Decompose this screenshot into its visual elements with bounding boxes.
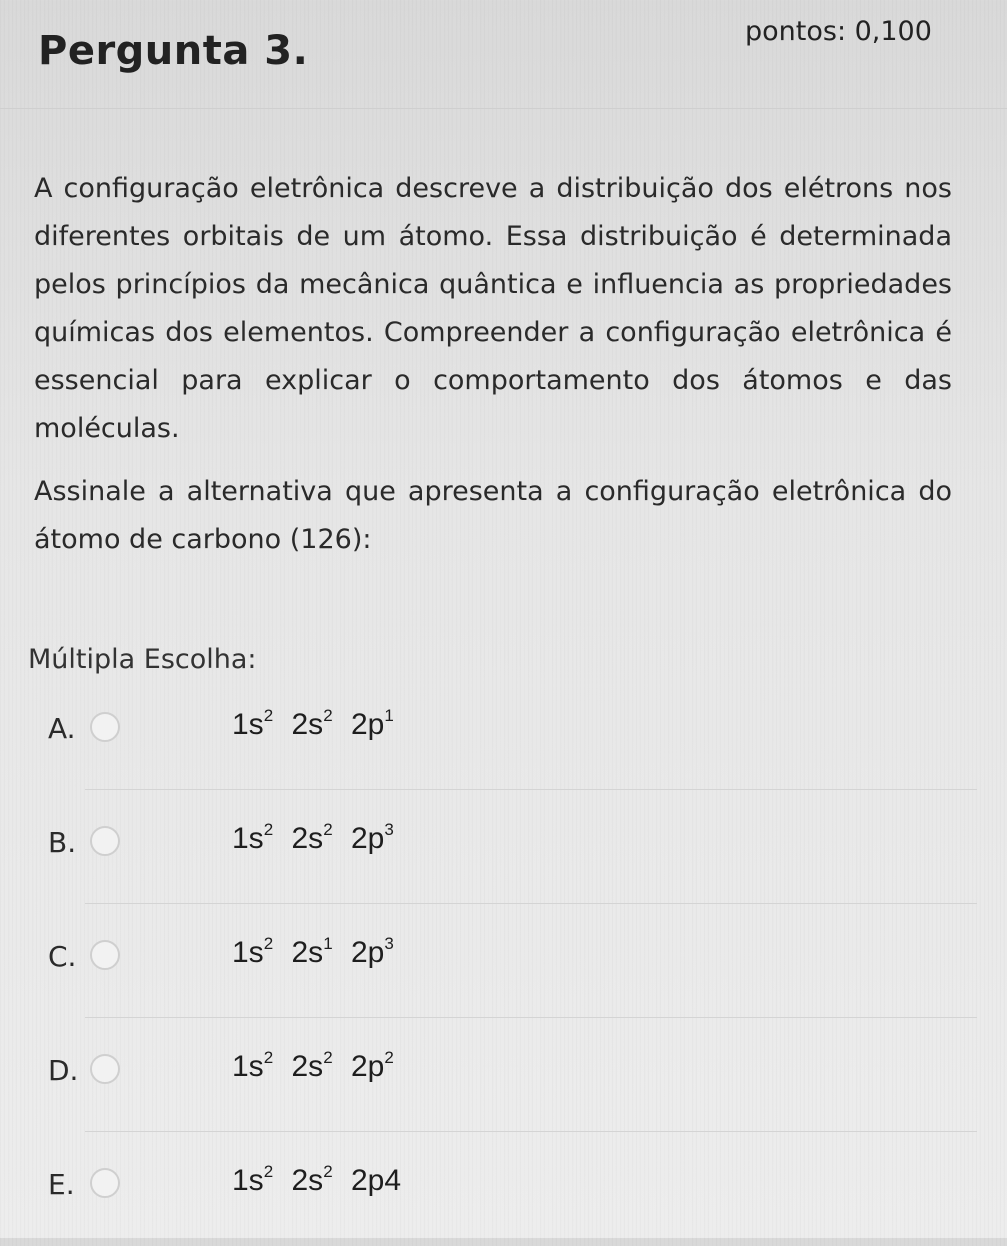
orbital: $2s^2$ xyxy=(291,706,333,741)
option-letter: A. xyxy=(48,712,76,745)
orbital: $2p^3$ xyxy=(351,820,394,855)
radio-button[interactable] xyxy=(90,712,120,742)
option-letter: D. xyxy=(48,1054,79,1087)
orbital: $2s^1$ xyxy=(291,934,333,969)
radio-button[interactable] xyxy=(90,826,120,856)
option-formula xyxy=(232,1164,401,1198)
orbital: $1s^2$ xyxy=(232,1162,274,1197)
orbital: 2p4 xyxy=(351,1164,402,1197)
answer-options xyxy=(0,676,1007,1246)
option-formula xyxy=(232,936,394,970)
question-title: Pergunta 3. xyxy=(38,28,309,74)
orbital: $2s^2$ xyxy=(291,1162,333,1197)
orbital: $1s^2$ xyxy=(232,706,274,741)
question-paragraph-2: Assinale a alternativa que apresenta a configuração eletrônica do átomo de carbono (126): xyxy=(34,476,952,555)
orbital: $2p^1$ xyxy=(351,706,394,741)
option-formula xyxy=(232,708,394,742)
radio-button[interactable] xyxy=(90,940,120,970)
orbital: $1s^2$ xyxy=(232,934,274,969)
orbital: $2p^3$ xyxy=(351,934,394,969)
option-d[interactable] xyxy=(0,1018,1007,1132)
orbital: $1s^2$ xyxy=(232,1048,274,1083)
option-c[interactable] xyxy=(0,904,1007,1018)
radio-button[interactable] xyxy=(90,1168,120,1198)
question-paragraph-1: A configuração eletrônica descreve a distribuição dos elétrons nos diferentes orbitais de um átomo. Essa distribuição é determinada pelos princípios da mecânica quântica e influencia as propriedades químicas dos elementos. Compreender a configuração eletrônica é essencial para explicar o comportamento dos átomos e das moléculas. xyxy=(34,173,952,444)
orbital: $2s^2$ xyxy=(291,1048,333,1083)
question-text xyxy=(34,165,952,564)
option-formula xyxy=(232,822,394,856)
points-label: pontos: 0,100 xyxy=(745,16,932,47)
orbital: $1s^2$ xyxy=(232,820,274,855)
option-a[interactable] xyxy=(0,676,1007,790)
question-header xyxy=(0,0,1007,110)
option-letter: E. xyxy=(48,1168,75,1201)
option-e[interactable] xyxy=(0,1132,1007,1246)
option-b[interactable] xyxy=(0,790,1007,904)
option-letter: B. xyxy=(48,826,77,859)
header-divider xyxy=(0,108,1007,109)
multiple-choice-label: Múltipla Escolha: xyxy=(28,644,257,675)
radio-button[interactable] xyxy=(90,1054,120,1084)
option-letter: C. xyxy=(48,940,77,973)
orbital: $2s^2$ xyxy=(291,820,333,855)
option-formula xyxy=(232,1050,394,1084)
orbital: $2p^2$ xyxy=(351,1048,394,1083)
